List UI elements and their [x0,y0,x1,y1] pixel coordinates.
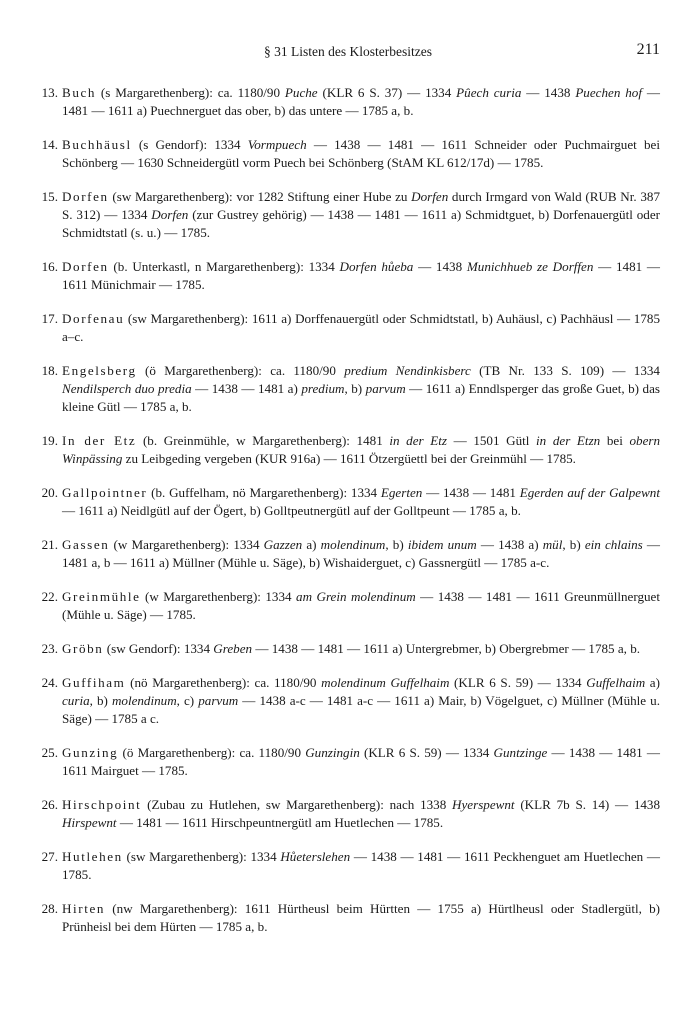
entry-historic-form: Guntzinge [493,745,548,760]
list-item [36,640,660,658]
entry-historic-form: predium [301,381,345,396]
entry-number: 24. [41,675,58,690]
list-item [36,588,660,624]
list-item [36,136,660,172]
entry-historic-form: ibidem unum [407,537,477,552]
list-item [36,362,660,416]
entry-historic-form: Gunzingin [305,745,360,760]
entry-historic-form: predium Nendinkisberc [344,363,471,378]
entry-historic-form: Hirspewnt [62,815,117,830]
entry-historic-form: Munichhueb ze Dorffen [466,259,594,274]
list-item [36,484,660,520]
entry-text: — 1611 a) Neidlgütl auf der Ögert, b) Golltpeutnergütl auf der Golltpeunt — 1785 a, b. [62,503,521,518]
entry-place-name: Greinmühle [62,589,141,604]
entry-place-name: Hirten [62,901,106,916]
entry-place-name: In der Etz [62,433,137,448]
entry-historic-form: Guffelhaim [586,675,646,690]
entry-number: 22. [41,589,58,604]
page [36,38,660,952]
page-title: § 31 Listen des Klosterbesitzes [264,44,432,59]
entry-historic-form: am Grein molendinum [296,589,416,604]
list-item [36,84,660,120]
entry-number: 15. [41,189,58,204]
entry-list [36,84,660,936]
entry-number: 19. [41,433,58,448]
entry-number: 18. [41,363,58,378]
entry-number: 14. [41,137,58,152]
entry-historic-form: ein chlains [584,537,643,552]
entry-historic-form: Puche [284,85,318,100]
list-item [36,258,660,294]
list-item [36,536,660,572]
entry-place-name: Dorfenau [62,311,125,326]
entry-text: durch Irmgard von Wald (RUB Nr. 387 S. 312) — 1334 [62,189,660,222]
entry-text: — 1438 — 1481 a) [191,381,302,396]
entry-text: (ö Margarethenberg): ca. 1180/90 [136,363,345,378]
entry-place-name: Guffiham [62,675,126,690]
list-item [36,432,660,468]
list-item [36,796,660,832]
entry-text: (sw Margarethenberg): 1334 [122,849,281,864]
entry-number: 20. [41,485,58,500]
entry-place-name: Gallpointner [62,485,148,500]
entry-text: (sw Gendorf): 1334 [103,641,214,656]
list-item [36,848,660,884]
entry-historic-form: molendinum [320,537,386,552]
entry-number: 26. [41,797,58,812]
entry-text: — 1438 [413,259,467,274]
entry-historic-form: molendinum Guffelhaim [321,675,450,690]
entry-historic-form: Gazzen [263,537,303,552]
entry-number: 28. [41,901,58,916]
entry-text: , b) [562,537,585,552]
entry-text: (s Margarethenberg): ca. 1180/90 [96,85,285,100]
entry-historic-form: Dorfen [411,189,449,204]
entry-historic-form: mül [542,537,563,552]
entry-text: a) [302,537,321,552]
entry-text: (KLR 6 S. 59) — 1334 [449,675,587,690]
entry-number: 17. [41,311,58,326]
entry-text: (KLR 6 S. 59) — 1334 [359,745,494,760]
entry-text: — 1481 — 1611 Hirschpeuntnergütl am Huetlechen — 1785. [116,815,444,830]
entry-place-name: Hutlehen [62,849,123,864]
entry-text: (ö Margarethenberg): ca. 1180/90 [118,745,306,760]
entry-text: — 1438 — 1481 [422,485,520,500]
entry-historic-form: curia [62,693,90,708]
page-number: 211 [636,41,660,58]
entry-text: (sw Margarethenberg): vor 1282 Stiftung einer Hube zu [108,189,412,204]
entry-historic-form: Pûech curia [456,85,522,100]
entry-place-name: Buchhäusl [62,137,132,152]
entry-historic-form: Egerden auf der Galpewnt [519,485,660,500]
list-item [36,744,660,780]
entry-historic-form: Vormpuech [247,137,307,152]
entry-text: (nö Margarethenberg): ca. 1180/90 [125,675,322,690]
entry-text: — 1501 Gütl [447,433,537,448]
entry-text: a) [645,675,660,690]
entry-place-name: Engelsberg [62,363,137,378]
entry-text: — 1438 a) [476,537,543,552]
entry-historic-form: molendinum [111,693,177,708]
entry-historic-form: parvum [198,693,239,708]
entry-text: , b) [385,537,408,552]
entry-text: , b) [89,693,112,708]
entry-place-name: Gunzing [62,745,119,760]
entry-text: bei [600,433,630,448]
entry-text: (s Gendorf): 1334 [131,137,248,152]
entry-text: — 1438 — 1481 — 1611 Greunmüllnerguet (Mühle u. Säge) — 1785. [62,589,660,622]
entry-text: (zur Gustrey gehörig) — 1438 — 1481 — 1611 a) Schmidtguet, b) Dorfenauergütl oder Schmidtstatl (s. u.) — 1785. [62,207,660,240]
entry-place-name: Hirschpoint [62,797,142,812]
entry-place-name: Gassen [62,537,110,552]
entry-historic-form: Dorfen [151,207,189,222]
entry-text: — 1438 — 1481 — 1611 a) Untergrebmer, b) Obergrebmer — 1785 a, b. [252,641,641,656]
entry-text: (nw Margarethenberg): 1611 Hürtheusl beim Hürtten — 1755 a) Hürtlheusl oder Stadlergütl, b) Prünheisl bei dem Hürten — 1785 a, b. [62,901,660,934]
entry-text: — 1438 [521,85,576,100]
entry-historic-form: obern Winpässing [62,433,661,466]
entry-text: — 1481 a, b — 1611 a) Müllner (Mühle u. Säge), b) Wishaiderguet, c) Gassnergütl — 1785 a-c. [62,537,660,570]
list-item [36,188,660,242]
entry-historic-form: Greben [213,641,253,656]
entry-number: 13. [41,85,58,100]
entry-text: zu Leibgeding vergeben (KUR 916a) — 1611 Ötzergüettl bei der Greinmühl — 1785. [122,451,576,466]
entry-historic-form: parvum [365,381,406,396]
entry-text: (KLR 6 S. 37) — 1334 [317,85,457,100]
entry-place-name: Dorfen [62,259,109,274]
entry-historic-form: Hůeterslehen [280,849,351,864]
entry-text: (b. Greinmühle, w Margarethenberg): 1481 [136,433,390,448]
entry-text: (sw Margarethenberg): 1611 a) Dorffenauergütl oder Schmidtstatl, b) Auhäusl, c) Pachhäusl — 1785 a–c. [62,311,660,344]
entry-text: , c) [176,693,199,708]
entry-text: — 1438 — 1481 — 1611 Mairguet — 1785. [62,745,660,778]
entry-text: — 1438 — 1481 — 1611 Peckhenguet am Huetlechen — 1785. [62,849,661,882]
entry-number: 21. [41,537,58,552]
entry-text: (TB Nr. 133 S. 109) — 1334 [470,363,660,378]
entry-text: — 1438 — 1481 — 1611 Schneider oder Puchmairguet bei Schönberg — 1630 Schneidergütl vorm Puech bei Schönberg (StAM KL 612/17d) — 1785. [62,137,660,170]
entry-number: 25. [41,745,58,760]
entry-text: — 1481 — 1611 a) Puechnerguet das ober, b) das untere — 1785 a, b. [62,85,660,118]
entry-text: , b) [344,381,366,396]
entry-historic-form: Egerten [380,485,423,500]
entry-text: (KLR 7b S. 14) — 1438 [514,797,661,812]
entry-historic-form: Hyerspewnt [452,797,515,812]
entry-historic-form: Dorfen hůeba [339,259,414,274]
entry-text: (w Margarethenberg): 1334 [140,589,297,604]
entry-historic-form: Nendilsperch duo predia [62,381,192,396]
list-item [36,900,660,936]
entry-place-name: Dorfen [62,189,109,204]
running-head [36,38,660,62]
entry-text: (b. Unterkastl, n Margarethenberg): 1334 [108,259,340,274]
entry-text: (w Margarethenberg): 1334 [109,537,264,552]
entry-text: — 1481 — 1611 Münichmair — 1785. [62,259,661,292]
list-item [36,674,660,728]
entry-historic-form: in der Etzn [536,433,601,448]
entry-historic-form: in der Etz [389,433,447,448]
entry-historic-form: Puechen hof [575,85,642,100]
entry-text: — 1611 a) Enndlsperger das große Guet, b) das kleine Gütl — 1785 a, b. [62,381,660,414]
entry-number: 27. [41,849,58,864]
entry-text: — 1438 a-c — 1481 a-c — 1611 a) Mair, b) Vögelguet, c) Müllner (Mühle u. Säge) — 1785 a c. [62,693,660,726]
entry-number: 23. [41,641,58,656]
entry-text: (Zubau zu Hutlehen, sw Margarethenberg): nach 1338 [141,797,453,812]
entry-number: 16. [41,259,58,274]
entry-place-name: Gröbn [62,641,104,656]
list-item [36,310,660,346]
entry-text: (b. Guffelham, nö Margarethenberg): 1334 [147,485,381,500]
entry-place-name: Buch [62,85,97,100]
